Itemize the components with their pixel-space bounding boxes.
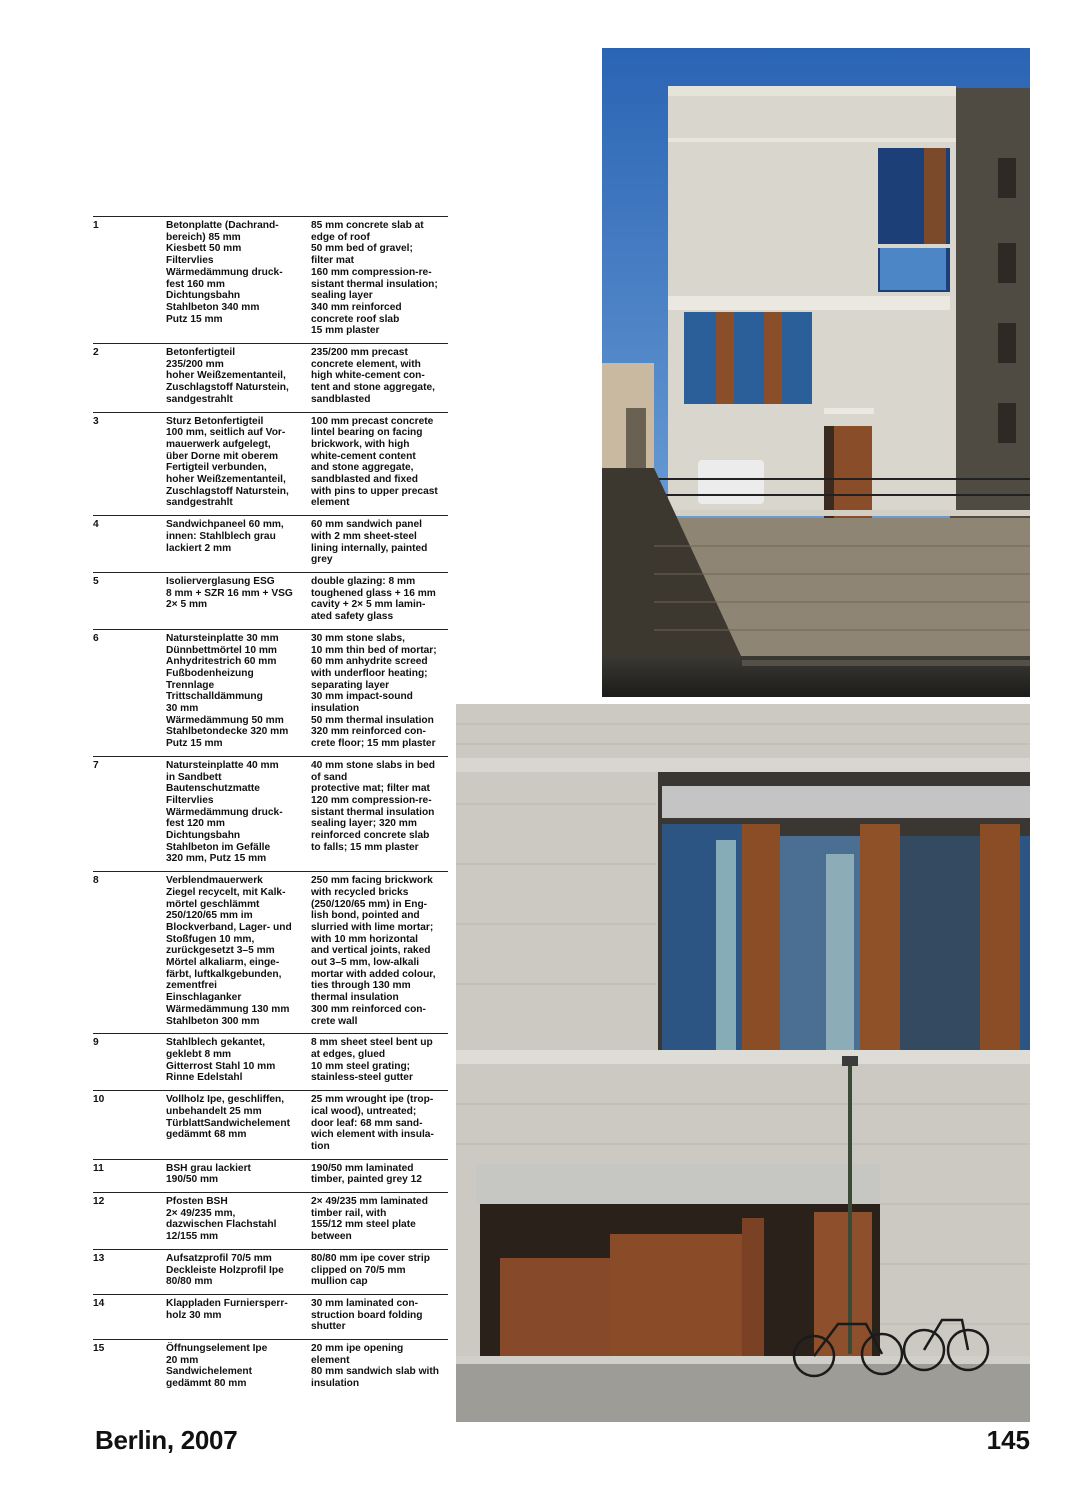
spec-text-german: Natursteinplatte 40 mm in Sandbett Bautenschutzmatte Filtervlies Wärmedämmung druck- fest 120 mm Dichtungsbahn Stahlbeton im Gefälle 320 mm, Putz 15 mm xyxy=(166,759,283,865)
spec-text-english: 25 mm wrought ipe (trop- ical wood), untreated; door leaf: 68 mm sand- wich element with insula- tion xyxy=(311,1094,434,1152)
spec-text-german: Pfosten BSH 2× 49/235 mm, dazwischen Flachstahl 12/155 mm xyxy=(166,1196,277,1243)
spec-text-english: 235/200 mm precast concrete element, with high white-cement con- tent and stone aggregate, sandblasted xyxy=(311,347,435,405)
spec-number: 13 xyxy=(93,1252,105,1264)
spec-row xyxy=(93,343,448,412)
spec-row xyxy=(93,1339,448,1396)
spec-row xyxy=(93,629,448,756)
spec-text-english: 85 mm concrete slab at edge of roof 50 mm bed of gravel; filter mat 160 mm compression-re- sistant thermal insulation; sealing layer 340 mm reinforced concrete roof slab 15 mm plaster xyxy=(311,220,438,337)
spec-number: 12 xyxy=(93,1196,105,1208)
spec-text-german: Vollholz Ipe, geschliffen, unbehandelt 25 mm TürblattSandwichelement gedämmt 68 mm xyxy=(166,1094,290,1141)
spec-text-english: 20 mm ipe opening element 80 mm sandwich slab with insulation xyxy=(311,1343,439,1390)
spec-number: 15 xyxy=(93,1343,105,1355)
spec-text-english: 80/80 mm ipe cover strip clipped on 70/5 mm mullion cap xyxy=(311,1252,430,1288)
specification-table xyxy=(93,216,448,1396)
spec-row xyxy=(93,412,448,516)
footer-page-number: 145 xyxy=(986,1425,1030,1455)
spec-text-german: Natursteinplatte 30 mm Dünnbettmörtel 10 mm Anhydritestrich 60 mm Fußbodenheizung Trennlage Trittschalldämmung 30 mm Wärmedämmung 50 mm Stahlbetondecke 320 mm Putz 15 mm xyxy=(166,632,289,750)
spec-number: 3 xyxy=(93,415,99,427)
spec-text-german: Verblendmauerwerk Ziegel recycelt, mit Kalk- mörtel geschlämmt 250/120/65 mm im Blockverband, Lager- und Stoßfugen 10 mm, zurückgesetzt 3–5 mm Mörtel alkaliarm, einge- färbt, luftkalkgebunden, zementfrei Einschlaganker Wärmedämmung 130 mm Stahlbeton 300 mm xyxy=(166,875,292,1027)
spec-text-english: 190/50 mm laminated timber, painted grey 12 xyxy=(311,1162,422,1186)
footer-location-year: Berlin, 2007 xyxy=(95,1425,238,1455)
spec-number: 8 xyxy=(93,875,99,887)
facade-detail-photo xyxy=(456,704,1030,1422)
spec-row xyxy=(93,1090,448,1159)
spec-text-german: Klappladen Furniersperr- holz 30 mm xyxy=(166,1297,288,1321)
spec-row xyxy=(93,1033,448,1090)
spec-row xyxy=(93,515,448,572)
spec-text-english: 40 mm stone slabs in bed of sand protective mat; filter mat 120 mm compression-re- sistant thermal insulation sealing layer; 320 mm reinforced concrete slab to falls; 15 mm plaster xyxy=(311,759,435,853)
spec-text-german: Sandwichpaneel 60 mm, innen: Stahlblech grau lackiert 2 mm xyxy=(166,519,284,554)
spec-row xyxy=(93,1249,448,1294)
spec-row xyxy=(93,1159,448,1192)
spec-text-german: BSH grau lackiert 190/50 mm xyxy=(166,1162,251,1186)
spec-row xyxy=(93,871,448,1033)
spec-row xyxy=(93,1192,448,1249)
spec-number: 9 xyxy=(93,1037,99,1049)
spec-text-english: 60 mm sandwich panel with 2 mm sheet-steel lining internally, painted grey xyxy=(311,519,428,566)
spec-text-english: 8 mm sheet steel bent up at edges, glued 10 mm steel grating; stainless-steel gutter xyxy=(311,1037,433,1084)
spec-number: 5 xyxy=(93,575,99,587)
spec-number: 6 xyxy=(93,632,99,644)
spec-number: 2 xyxy=(93,347,99,359)
spec-text-english: 30 mm stone slabs, 10 mm thin bed of mortar; 60 mm anhydrite screed with underfloor heating; separating layer 30 mm impact-sound insulation 50 mm thermal insulation 320 mm reinforced con- crete floor; 15 mm plaster xyxy=(311,632,437,750)
spec-text-german: Aufsatzprofil 70/5 mm Deckleiste Holzprofil Ipe 80/80 mm xyxy=(166,1252,284,1288)
spec-text-english: 250 mm facing brickwork with recycled bricks (250/120/65 mm) in Eng- lish bond, pointed and slurried with lime mortar; with 10 mm horizontal and vertical joints, raked out 3–5 mm, low-alkali mortar with added colour, ties through 130 mm thermal insulation 300 mm reinforced con- crete wall xyxy=(311,875,436,1027)
spec-text-english: 100 mm precast concrete lintel bearing on facing brickwork, with high white-cement content and stone aggregate, sandblasted and fixed with pins to upper precast element xyxy=(311,415,438,509)
spec-number: 10 xyxy=(93,1094,105,1106)
spec-text-german: Öffnungselement Ipe 20 mm Sandwichelement gedämmt 80 mm xyxy=(166,1343,268,1390)
spec-text-english: 30 mm laminated con- struction board folding shutter xyxy=(311,1297,423,1333)
spec-text-german: Stahlblech gekantet, geklebt 8 mm Gitterrost Stahl 10 mm Rinne Edelstahl xyxy=(166,1037,276,1084)
spec-number: 14 xyxy=(93,1297,105,1309)
spec-text-german: Betonfertigteil 235/200 mm hoher Weißzementanteil, Zuschlagstoff Naturstein, sandgestrahlt xyxy=(166,347,289,405)
spec-number: 7 xyxy=(93,759,99,771)
building-canal-illustration xyxy=(602,48,1030,697)
spec-text-german: Isolierverglasung ESG 8 mm + SZR 16 mm + VSG 2× 5 mm xyxy=(166,575,293,611)
spec-text-english: 2× 49/235 mm laminated timber rail, with 155/12 mm steel plate between xyxy=(311,1196,428,1243)
spec-row xyxy=(93,756,448,871)
spec-number: 1 xyxy=(93,220,99,231)
facade-detail-illustration xyxy=(456,704,1030,1422)
building-canal-photo xyxy=(602,48,1030,697)
spec-text-german: Betonplatte (Dachrand- bereich) 85 mm Kiesbett 50 mm Filtervlies Wärmedämmung druck- fest 160 mm Dichtungsbahn Stahlbeton 340 mm Putz 15 mm xyxy=(166,220,283,325)
spec-row xyxy=(93,572,448,629)
spec-text-english: double glazing: 8 mm toughened glass + 16 mm cavity + 2× 5 mm lamin- ated safety glass xyxy=(311,575,436,623)
spec-row xyxy=(93,216,448,343)
spec-row xyxy=(93,1294,448,1339)
spec-number: 4 xyxy=(93,519,99,531)
spec-text-german: Sturz Betonfertigteil 100 mm, seitlich auf Vor- mauerwerk aufgelegt, über Dorne mit oberem Fertigteil verbunden, hoher Weißzementanteil, Zuschlagstoff Naturstein, sandgestrahlt xyxy=(166,415,289,509)
spec-number: 11 xyxy=(93,1162,104,1174)
